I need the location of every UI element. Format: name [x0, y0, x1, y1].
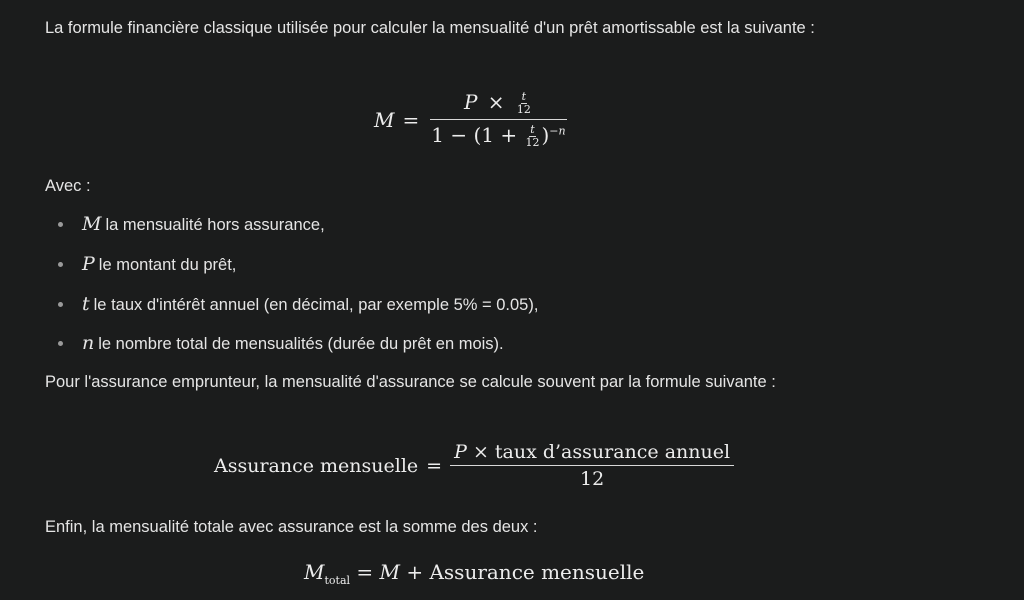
item-text: le montant du prêt, [98, 256, 237, 274]
intro-paragraph: La formule financière classique utilisée pour calculer la mensualité d'un prêt amortissable est la suivante : [45, 19, 815, 37]
t-over-12 [517, 91, 531, 116]
numerator-text: × taux d’assurance annuel [472, 441, 731, 463]
enfin-paragraph: Enfin, la mensualité totale avec assurance est la somme des deux : [45, 518, 538, 536]
formula-rhs: + Assurance mensuelle [400, 560, 645, 584]
bullet [58, 341, 63, 346]
var-m: M [304, 560, 325, 584]
item-text: la mensualité hors assurance, [105, 216, 325, 234]
den-part: 1 − (1 + [431, 123, 524, 147]
loan-formula [374, 90, 570, 149]
avec-label: Avec : [45, 177, 91, 195]
formula-denominator: 12 [579, 468, 605, 490]
formula-numerator [450, 441, 734, 466]
list-item [62, 249, 236, 280]
var-m: M [379, 560, 400, 584]
list-item [62, 209, 325, 240]
assurance-paragraph: Pour l'assurance emprunteur, la mensualité d'assurance se calcule souvent par la formule suivante : [45, 373, 776, 391]
formula-lhs: Assurance mensuelle [214, 454, 419, 477]
times-sign: × [487, 90, 505, 114]
var-symbol: t [82, 293, 90, 315]
subscript-total: total [324, 574, 351, 587]
var-symbol: M [82, 213, 102, 235]
total-formula [304, 560, 644, 587]
var-symbol: P [82, 253, 95, 275]
list-item [62, 289, 538, 320]
list-item [62, 328, 504, 359]
var-p: P [463, 90, 478, 114]
formula-equals: = [356, 560, 380, 584]
twelve: 12 [516, 103, 531, 116]
formula-equals: = [402, 107, 420, 132]
formula-lhs: M [374, 107, 395, 132]
insurance-formula [214, 441, 734, 490]
var-p: P [454, 441, 467, 463]
t-var: t [530, 123, 535, 136]
bullet [58, 302, 63, 307]
bullet [58, 222, 63, 227]
var-symbol: n [82, 332, 95, 354]
formula-equals: = [426, 454, 443, 477]
item-text: le nombre total de mensualités (durée du prêt en mois). [98, 335, 504, 353]
formula-fraction [450, 441, 734, 490]
formula-numerator [430, 90, 567, 120]
formula-denominator [427, 120, 569, 149]
t-var: t [521, 90, 527, 103]
exponent: −n [549, 124, 566, 138]
t-over-12-den [525, 124, 539, 149]
formula-fraction [427, 90, 569, 149]
twelve: 12 [525, 136, 540, 149]
den-close: ) [541, 123, 550, 147]
bullet [58, 262, 63, 267]
item-text: le taux d'intérêt annuel (en décimal, par exemple 5% = 0.05), [93, 296, 539, 314]
